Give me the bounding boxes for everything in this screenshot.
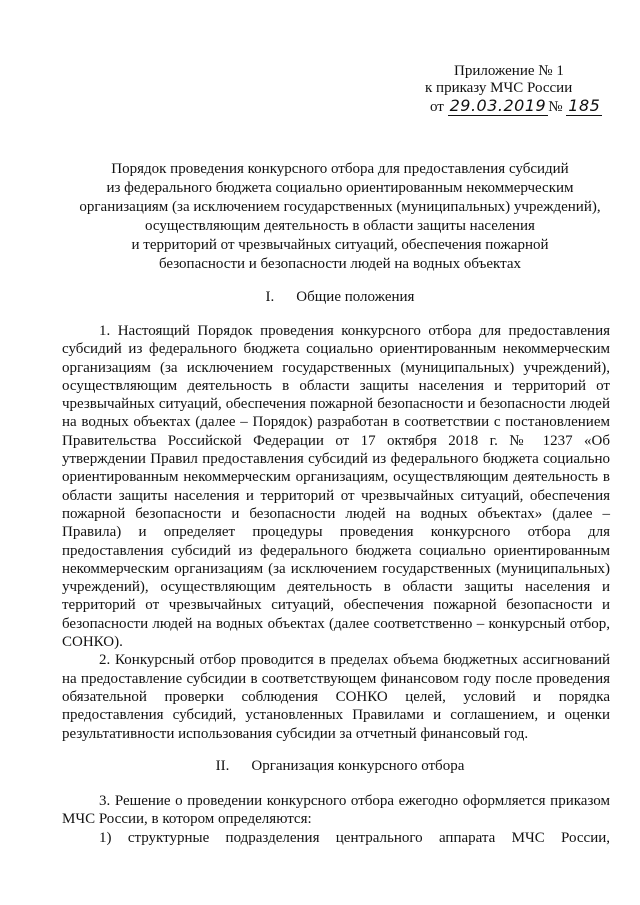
appendix-number: Приложение № 1 <box>454 63 564 79</box>
title-line: организациям (за исключением государственных (муниципальных) учреждений), <box>79 199 601 215</box>
section-number: I. <box>265 289 275 305</box>
handwritten-order-number: 185 <box>568 96 601 115</box>
title-line: и территорий от чрезвычайных ситуаций, обеспечения пожарной <box>131 237 549 253</box>
document-title <box>60 160 620 274</box>
section-1-body <box>62 322 610 743</box>
number-sign: № <box>548 99 563 115</box>
title-line: из федерального бюджета социально ориентированным некоммерческим <box>106 180 574 196</box>
section-number: II. <box>215 758 230 774</box>
section-heading-general <box>60 289 620 306</box>
title-line: осуществляющим деятельность в области защиты населения <box>145 218 535 234</box>
section-2-body <box>62 792 610 847</box>
appendix-header <box>425 63 625 116</box>
paragraph-3: 3. Решение о проведении конкурсного отбора ежегодно оформляется приказом МЧС России, в котором определяются: <box>62 793 610 828</box>
title-line: безопасности и безопасности людей на водных объектах <box>158 256 522 272</box>
appendix-order-ref: к приказу МЧС России <box>425 80 573 96</box>
appendix-date-line <box>425 97 625 116</box>
paragraph-2: 2. Конкурсный отбор проводится в пределах объема бюджетных ассигнований на предоставление субсидии в соответствующем финансовом году после проведения обязательной проверки соблюдения СОНКО целей, условий и порядка предоставления субсидий, установленных Правилами и соглашением, и оценки результативности использования субсидии за отчетный финансовый год. <box>62 652 610 742</box>
section-title: Организация конкурсного отбора <box>251 758 465 774</box>
title-line: Порядок проведения конкурсного отбора для предоставления субсидий <box>111 161 569 177</box>
section-heading-organization <box>60 758 620 775</box>
date-prefix: от <box>430 99 444 115</box>
handwritten-date: 29.03.2019 <box>449 96 547 115</box>
section-title: Общие положения <box>296 289 415 305</box>
paragraph-4: 1) структурные подразделения центрального аппарата МЧС России, <box>99 829 610 846</box>
paragraph-1: 1. Настоящий Порядок проведения конкурсного отбора для предоставления субсидий из федерального бюджета социально ориентированным некоммерческим организациям (за исключением государственных (муниципальных) учреждений), осуществляющим деятельность в области защиты населения и территорий от чрезвычайных ситуаций, обеспечения пожарной безопасности и безопасности людей на водных объектах (далее – Порядок) разработан в соответствии с постановлением Правительства Российской Федерации от 17 октября 2018 г. № 1237 «Об утверждении Правил предоставления субсидий из федерального бюджета социально ориентированным некоммерческим организациям, осуществляющим деятельность в области защиты населения и территорий от чрезвычайных ситуаций, обеспечения пожарной безопасности и безопасности людей на водных объектах» (далее – Правила) и определяет процедуры проведения конкурсного отбора для предоставления субсидий из федерального бюджета социально ориентированным некоммерческим организациям (за исключением государственных (муниципальных) учреждений), осуществляющим деятельность в области защиты населения и территорий от чрезвычайных ситуаций, обеспечения пожарной безопасности и безопасности людей на водных объектах (далее соответственно – конкурсный отбор, СОНКО). <box>62 323 610 651</box>
